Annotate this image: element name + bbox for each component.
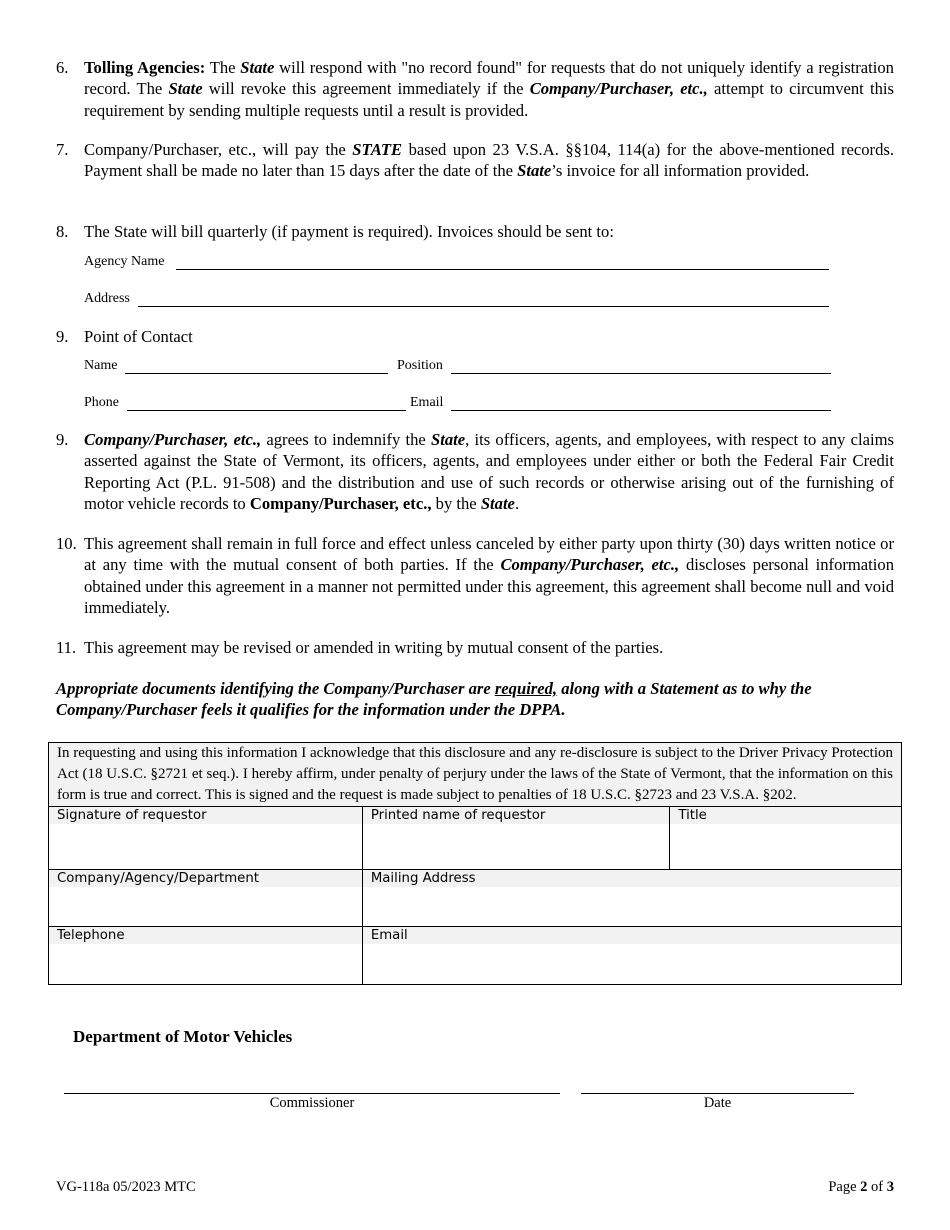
field-label: Position: [397, 358, 443, 373]
form-id: VG-118a 05/2023 MTC: [56, 1179, 196, 1195]
mailing-address-input[interactable]: [363, 887, 901, 907]
clause-text: , its officers, agents, and employees, with respect to any claims asserted against the State of Vermont, its officers, agents, and employees under either or both the Federal Fair Credit Reporting Act (P.L. 91-508) and the distribution and use of such records or otherwise arising out of the furnishing of motor vehicle records to: [84, 430, 894, 513]
state-term: State: [168, 79, 203, 99]
email-label: Email: [363, 927, 901, 944]
notice-required: required,: [494, 679, 558, 698]
clause-8: [56, 221, 894, 242]
clause-number: 7.: [56, 140, 69, 159]
field-label: Address: [84, 291, 130, 306]
clause-number: 6.: [56, 58, 69, 77]
agency-name-field[interactable]: [84, 254, 830, 272]
clause-11: [56, 637, 894, 658]
acknowledgement-text: In requesting and using this information I acknowledge that this disclosure and any re-disclosure is subject to the Driver Privacy Protection Act (18 U.S.C. §2721 et seq.). I hereby affirm, under penalty of perjury under the laws of the State of Vermont, that the information on this form is true and correct. This is signed and the request is made subject to penalties of 18 U.S.C. §2723 and 23 V.S.A. §202.: [49, 743, 902, 807]
signature-input[interactable]: [49, 824, 362, 844]
agency-name-line[interactable]: [176, 269, 829, 270]
mailing-address-label: Mailing Address: [363, 870, 901, 887]
telephone-cell[interactable]: [49, 927, 363, 985]
contact-position-line[interactable]: [451, 373, 831, 374]
contact-email-line[interactable]: [451, 410, 831, 411]
clause-number: 11.: [56, 638, 77, 657]
clause-text: will revoke this agreement immediately if the: [202, 79, 530, 99]
clause-heading: Tolling Agencies:: [84, 58, 206, 77]
clause-text: agrees to indemnify the: [261, 430, 432, 449]
signature-cell[interactable]: [49, 807, 363, 870]
field-label: Name: [84, 358, 118, 373]
clause-7: [56, 139, 894, 182]
required-documents-notice: [56, 678, 896, 721]
company-cell[interactable]: [49, 870, 363, 927]
total-pages: 3: [886, 1179, 894, 1195]
contact-phone-row: [84, 395, 832, 413]
page-number: [828, 1179, 894, 1196]
title-cell[interactable]: [670, 807, 902, 870]
date-signature-line[interactable]: [581, 1093, 854, 1094]
requestor-form: [48, 742, 902, 985]
clause-text: discloses personal information obtained under this agreement in a manner not permitted under this agreement, this agreement shall become null and void immediately.: [84, 555, 894, 617]
company-term: Company/Purchaser, etc.,: [249, 493, 432, 513]
current-page: 2: [860, 1179, 868, 1195]
clause-number: 8.: [56, 222, 69, 241]
clause-text: Company/Purchaser, etc., will pay the: [84, 140, 353, 159]
clause-6: [56, 57, 894, 121]
clause-text: This agreement shall remain in full force and effect unless canceled by either party upon thirty (30) days written notice or at any time with the mutual consent of both parties. If the: [84, 534, 894, 575]
clause-text: ’s invoice for all information provided.: [551, 161, 810, 181]
clause-number: 10.: [56, 534, 77, 553]
state-term: STATE: [352, 140, 403, 159]
address-line[interactable]: [138, 306, 829, 307]
printed-name-label: Printed name of requestor: [363, 807, 670, 824]
state-term: State: [517, 161, 552, 181]
printed-name-input[interactable]: [363, 824, 670, 844]
clause-text: Point of Contact: [84, 327, 193, 346]
state-term: State: [431, 430, 466, 449]
clause-9-indemnify: [56, 429, 894, 514]
address-field[interactable]: [84, 291, 830, 309]
clause-text: The State will bill quarterly (if payment is required). Invoices should be sent to:: [84, 222, 614, 241]
company-term: Company/Purchaser, etc.,: [529, 79, 708, 99]
clause-number: 9.: [56, 327, 69, 346]
clause-number: 9.: [56, 430, 69, 449]
state-term: State: [240, 58, 275, 77]
page-prefix: Page: [828, 1179, 861, 1195]
contact-name-line[interactable]: [125, 373, 388, 374]
clause-text: based upon 23 V.S.A. §§104, 114(a) for the above-mentioned records. Payment shall be made no later than 15 days after the date of the: [84, 140, 894, 181]
clause-text: .: [514, 493, 520, 513]
company-input[interactable]: [49, 887, 362, 907]
signature-label: Signature of requestor: [49, 807, 362, 824]
contact-phone-line[interactable]: [127, 410, 406, 411]
clause-text: The: [205, 58, 241, 77]
notice-text: along with a Statement as to why the Company/Purchaser feels it qualifies for the information under the DPPA.: [56, 679, 812, 720]
email-cell[interactable]: [362, 927, 901, 985]
commissioner-signature-line[interactable]: [64, 1093, 560, 1094]
notice-text: Appropriate documents identifying the Company/Purchaser are: [56, 679, 495, 698]
field-label: Phone: [84, 395, 119, 410]
company-term: Company/Purchaser, etc.,: [500, 555, 680, 575]
company-label: Company/Agency/Department: [49, 870, 362, 887]
clause-9-contact: [56, 326, 894, 347]
title-label: Title: [670, 807, 901, 824]
telephone-input[interactable]: [49, 944, 362, 964]
clause-text: will respond with "no record found" for requests that do not uniquely identify a registration record. The: [84, 58, 894, 99]
telephone-label: Telephone: [49, 927, 362, 944]
field-label: Agency Name: [84, 254, 165, 269]
clause-text: attempt to circumvent this requirement by sending multiple requests until a result is provided.: [84, 79, 894, 120]
date-label: Date: [703, 1095, 732, 1111]
commissioner-label: Commissioner: [269, 1095, 355, 1111]
clause-text: by the: [431, 493, 481, 513]
department-heading: Department of Motor Vehicles: [73, 1027, 293, 1046]
email-input[interactable]: [363, 944, 901, 964]
clause-text: This agreement may be revised or amended in writing by mutual consent of the parties.: [84, 638, 664, 657]
company-term: Company/Purchaser, etc.,: [84, 430, 262, 449]
page-mid: of: [867, 1179, 887, 1195]
mailing-address-cell[interactable]: [362, 870, 901, 927]
state-term: State: [480, 493, 515, 513]
contact-name-row: [84, 358, 832, 376]
field-label: Email: [410, 395, 444, 410]
printed-name-cell[interactable]: [362, 807, 670, 870]
clause-10: [56, 533, 894, 618]
title-input[interactable]: [670, 824, 901, 844]
